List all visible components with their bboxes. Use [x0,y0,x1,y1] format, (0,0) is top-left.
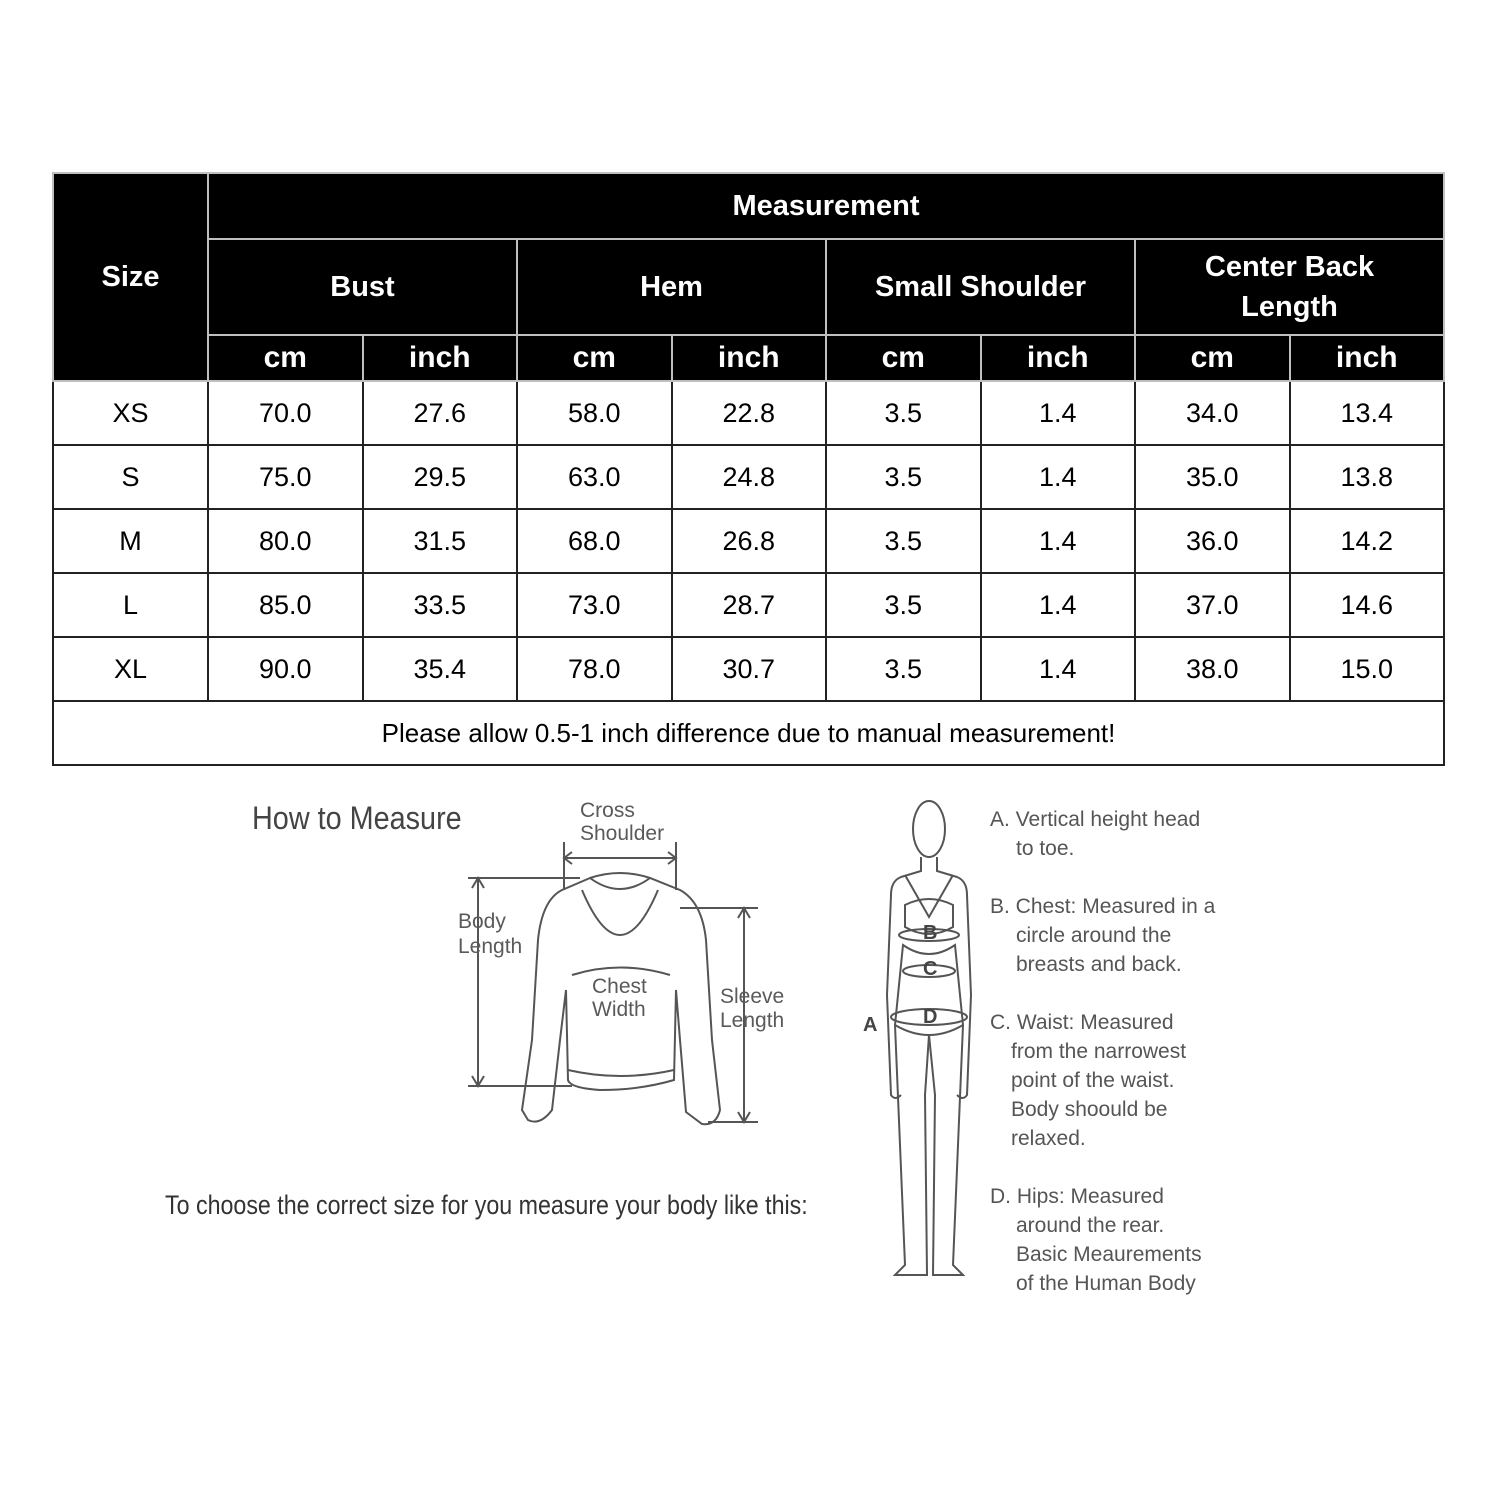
note-row [53,701,1444,765]
value-cell: 58.0 [517,381,672,445]
value-cell: 75.0 [208,445,363,509]
legend-line: B. Chest: Measured in a [990,895,1216,918]
legend-line: of the Human Body [1016,1272,1196,1295]
value-cell: 80.0 [208,509,363,573]
body-label-b: B [923,922,938,944]
value-cell: 35.0 [1135,445,1290,509]
table-row [53,637,1444,701]
value-cell: 14.6 [1290,573,1445,637]
value-cell: 34.0 [1135,381,1290,445]
unit-header: cm [1135,335,1290,381]
legend-line: point of the waist. [1011,1069,1175,1092]
value-cell: 90.0 [208,637,363,701]
value-cell: 1.4 [981,509,1136,573]
body-label-c: C [923,958,938,980]
size-header: Size [53,173,208,381]
unit-header: inch [672,335,827,381]
value-cell: 37.0 [1135,573,1290,637]
unit-header: cm [517,335,672,381]
value-cell: 13.8 [1290,445,1445,509]
legend-item-a [990,805,1250,863]
body-length-label-2: Length [458,935,523,958]
value-cell: 14.2 [1290,509,1445,573]
body-diagram [855,795,980,1285]
size-cell: M [53,509,208,573]
table-row [53,381,1444,445]
center-back-length-header: Center Back Length [1135,239,1444,335]
value-cell: 1.4 [981,445,1136,509]
value-cell: 1.4 [981,573,1136,637]
sleeve-length-label-1: Sleeve [720,985,785,1008]
value-cell: 33.5 [363,573,518,637]
small-shoulder-header: Small Shoulder [826,239,1135,335]
value-cell: 31.5 [363,509,518,573]
value-cell: 30.7 [672,637,827,701]
table-row [53,445,1444,509]
legend-line: around the rear. [1016,1214,1165,1237]
measurement-header: Measurement [208,173,1444,239]
value-cell: 29.5 [363,445,518,509]
cross-shoulder-label-2: Shoulder [580,822,665,845]
chest-width-label-2: Width [592,998,646,1021]
value-cell: 3.5 [826,445,981,509]
unit-header: inch [981,335,1136,381]
value-cell: 73.0 [517,573,672,637]
legend-line: A. Vertical height head [990,808,1201,831]
value-cell: 70.0 [208,381,363,445]
unit-header: cm [826,335,981,381]
value-cell: 15.0 [1290,637,1445,701]
value-cell: 13.4 [1290,381,1445,445]
legend-line: C. Waist: Measured [990,1011,1174,1034]
value-cell: 36.0 [1135,509,1290,573]
value-cell: 24.8 [672,445,827,509]
value-cell: 1.4 [981,381,1136,445]
bust-header: Bust [208,239,517,335]
legend-line: Basic Meaurements [1016,1243,1202,1266]
value-cell: 78.0 [517,637,672,701]
sleeve-length-label-2: Length [720,1009,785,1032]
legend-line: circle around the [1016,924,1172,947]
value-cell: 38.0 [1135,637,1290,701]
value-cell: 85.0 [208,573,363,637]
table-row [53,573,1444,637]
value-cell: 3.5 [826,381,981,445]
measurement-note: Please allow 0.5-1 inch difference due to manual measurement! [53,701,1444,765]
chest-width-label-1: Chest [592,975,647,998]
cross-shoulder-label-1: Cross [580,799,635,822]
body-label-d: D [923,1006,938,1028]
instruction-text: To choose the correct size for you measure your body like this: [165,1190,808,1220]
legend-item-b [990,892,1250,979]
size-cell: S [53,445,208,509]
legend-line: to toe. [1016,837,1075,860]
unit-header: inch [1290,335,1445,381]
legend-item-c [990,1008,1250,1153]
value-cell: 22.8 [672,381,827,445]
size-cell: L [53,573,208,637]
how-to-measure-title: How to Measure [252,800,462,836]
legend-item-d [990,1182,1250,1298]
body-length-label-1: Body [458,910,506,933]
value-cell: 26.8 [672,509,827,573]
legend-line: from the narrowest [1011,1040,1187,1063]
garment-diagram [440,790,800,1140]
legend-line: D. Hips: Measured [990,1185,1164,1208]
size-cell: XL [53,637,208,701]
value-cell: 1.4 [981,637,1136,701]
table-row [53,509,1444,573]
unit-header: cm [208,335,363,381]
legend-line: breasts and back. [1016,953,1182,976]
value-cell: 28.7 [672,573,827,637]
legend-line: relaxed. [1011,1127,1086,1150]
size-chart-table [52,172,1445,766]
hem-header: Hem [517,239,826,335]
value-cell: 3.5 [826,573,981,637]
value-cell: 63.0 [517,445,672,509]
unit-header: inch [363,335,518,381]
value-cell: 3.5 [826,509,981,573]
body-label-a: A [863,1014,878,1036]
value-cell: 35.4 [363,637,518,701]
value-cell: 3.5 [826,637,981,701]
size-cell: XS [53,381,208,445]
value-cell: 68.0 [517,509,672,573]
legend-line: Body shoould be [1011,1098,1168,1121]
value-cell: 27.6 [363,381,518,445]
measurement-legend [990,805,1250,1327]
